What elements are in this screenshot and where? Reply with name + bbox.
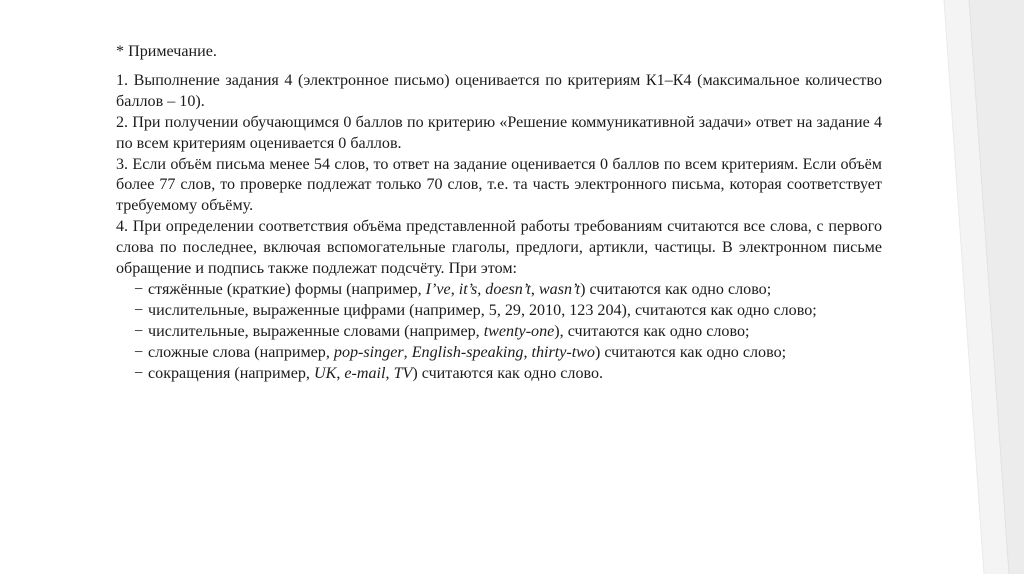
subitem-contractions: − стяжённые (краткие) формы (например, I’ve, it’s, doesn’t, wasn’t) считаются как одно слово; (116, 280, 882, 301)
subitem-numerals-digits: − числительные, выраженные цифрами (например, 5, 29, 2010, 123 204), считаются как одно слово; (116, 301, 882, 322)
dash-marker: − (134, 322, 144, 340)
dash-marker: − (134, 301, 144, 319)
subitem-compounds: − сложные слова (например, pop-singer, English-speaking, thirty-two) считаются как одно слово; (116, 343, 882, 364)
subitem-abbreviations: − сокращения (например, UK, e-mail, TV) считаются как одно слово. (116, 364, 882, 385)
dash-marker: − (134, 364, 144, 382)
criteria-item-3: 3. Если объём письма менее 54 слов, то ответ на задание оценивается 0 баллов по всем критериям. Если объём более 77 слов, то проверке подлежат только 70 слов, т.е. та часть электронного письма, которая соответствует требуемому объёму. (116, 155, 882, 215)
corner-decoration (914, 0, 1024, 574)
criteria-item-4: 4. При определении соответствия объёма представленной работы требованиям считаются все слова, с первого слова по последнее, включая вспомогательные глаголы, предлоги, артикли, частицы. В электронном письме обращение и подпись также подлежат подсчёту. При этом: (116, 218, 882, 278)
subitem-numerals-words: − числительные, выраженные словами (например, twenty-one), считаются как одно слово; (116, 322, 882, 343)
dash-marker: − (134, 343, 144, 361)
note-title: * Примечание. (116, 43, 217, 60)
note-document (116, 42, 882, 385)
criteria-item-2: 2. При получении обучающимся 0 баллов по критерию «Решение коммуникативной задачи» ответ на задание 4 по всем критериям оценивается 0 баллов. (116, 113, 882, 152)
criteria-item-1: 1. Выполнение задания 4 (электронное письмо) оценивается по критериям К1–К4 (максимальное количество баллов – 10). (116, 71, 882, 110)
dash-marker: − (134, 280, 144, 298)
